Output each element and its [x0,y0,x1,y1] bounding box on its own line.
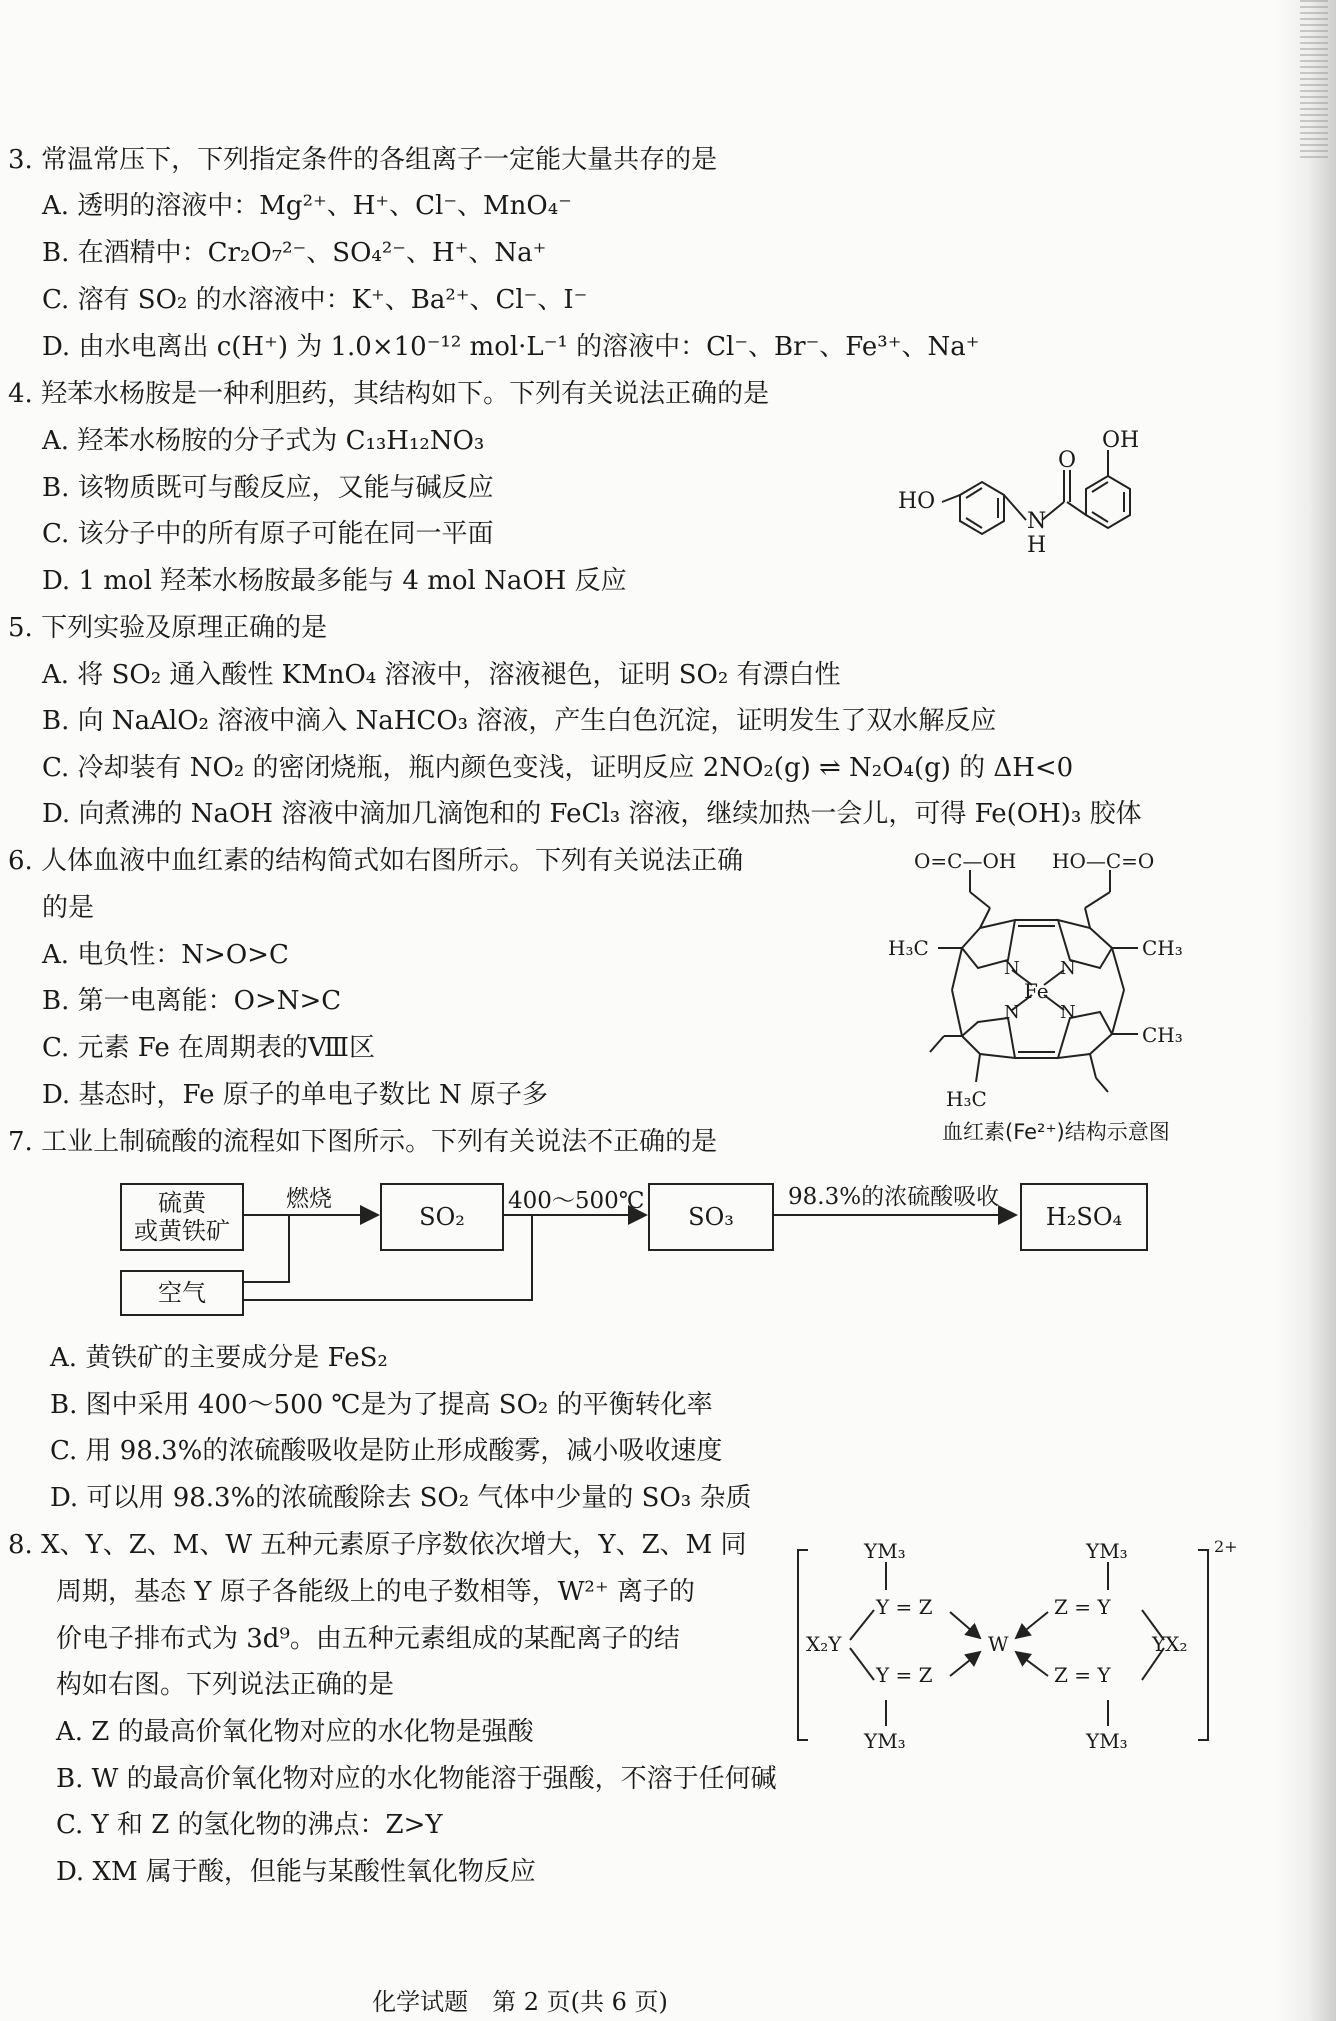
q6-option-b: B. 第一电离能：O>N>C [42,986,342,1016]
q7-stem: 7. 工业上制硫酸的流程如下图所示。下列有关说法不正确的是 [8,1127,718,1157]
q8-option-b: B. W 的最高价氧化物对应的水化物能溶于强酸，不溶于任何碱 [56,1764,777,1794]
q6-fe: Fe [1024,979,1049,1003]
page-footer: 化学试题 第 2 页(共 6 页) [372,1988,668,2016]
q8-ym3-top-left: YM₃ [864,1539,906,1563]
q4-option-d: D. 1 mol 羟苯水杨胺最多能与 4 mol NaOH 反应 [42,566,627,596]
q8-stem-line1: 8. X、Y、Z、M、W 五种元素原子序数依次增大，Y、Z、M 同 [8,1530,747,1560]
q8-charge: 2+ [1214,1537,1238,1556]
q6-cooh-right: HO—C=O [1052,849,1155,873]
q8-stem-line3: 价电子排布式为 3d⁹。由五种元素组成的某配离子的结 [56,1624,680,1654]
q3-option-c: C. 溶有 SO₂ 的水溶液中：K⁺、Ba²⁺、Cl⁻、I⁻ [42,285,588,315]
q8-option-a: A. Z 的最高价氧化物对应的水化物是强酸 [56,1717,534,1747]
flow-box-ore: 硫黄 或黄铁矿 [120,1183,244,1251]
q4-stem: 4. 羟苯水杨胺是一种利胆药，其结构如下。下列有关说法正确的是 [8,379,770,409]
flow-box-so2: SO₂ [380,1183,504,1251]
q7-option-d: D. 可以用 98.3%的浓硫酸除去 SO₂ 气体中少量的 SO₃ 杂质 [50,1483,752,1513]
q8-ym3-bottom-right: YM₃ [1086,1729,1128,1753]
q6-h3c-left: H₃C [888,936,929,960]
q5-option-c: C. 冷却装有 NO₂ 的密闭烧瓶，瓶内颜色变浅，证明反应 2NO₂(g) ⇌ N₂O₄(g) 的 ΔH<0 [42,753,1074,783]
q6-h3c-bottom: H₃C [946,1087,987,1111]
scan-edge-shadow [1276,0,1336,2021]
q4-option-c: C. 该分子中的所有原子可能在同一平面 [42,519,494,549]
q8-yz-upper-left: Y = Z [876,1595,933,1619]
q8-option-d: D. XM 属于酸，但能与某酸性氧化物反应 [56,1857,536,1887]
q4-structure-o: O [1058,448,1077,473]
q6-option-a: A. 电负性：N>O>C [42,940,289,970]
q4-option-b: B. 该物质既可与酸反应，又能与碱反应 [42,473,494,503]
q6-stem-line1: 6. 人体血液中血红素的结构简式如右图所示。下列有关说法正确 [8,846,744,876]
q7-option-b: B. 图中采用 400～500 ℃是为了提高 SO₂ 的平衡转化率 [50,1390,713,1420]
flow-box-h2so4: H₂SO₄ [1020,1183,1148,1251]
q8-x2y: X₂Y [806,1632,842,1656]
q6-option-d: D. 基态时，Fe 原子的单电子数比 N 原子多 [42,1080,548,1110]
q6-n3: N [1004,1002,1020,1023]
flow-box-so3: SO₃ [648,1183,774,1251]
q8-ym3-top-right: YM₃ [1086,1539,1128,1563]
q6-structure-caption: 血红素(Fe²⁺)结构示意图 [942,1120,1170,1144]
q6-stem-line2: 的是 [42,893,95,923]
q4-structure-h: H [1027,533,1047,558]
flow-box-air: 空气 [120,1270,244,1316]
q6-n2: N [1060,958,1076,979]
q4-structure-ho: HO [898,489,936,514]
q6-cooh-left: O=C—OH [914,849,1017,873]
q3-option-d: D. 由水电离出 c(H⁺) 为 1.0×10⁻¹² mol·L⁻¹ 的溶液中：Cl⁻、Br⁻、Fe³⁺、Na⁺ [42,332,980,362]
q6-ch3-right-top: CH₃ [1142,936,1183,960]
q3-option-b: B. 在酒精中：Cr₂O₇²⁻、SO₄²⁻、H⁺、Na⁺ [42,238,547,268]
q7-option-c: C. 用 98.3%的浓硫酸吸收是防止形成酸雾，减小吸收速度 [50,1436,723,1466]
q4-option-a: A. 羟苯水杨胺的分子式为 C₁₃H₁₂NO₃ [42,426,485,456]
q8-yx2: YX₂ [1152,1632,1188,1656]
q4-structure-oh: OH [1102,428,1140,453]
q5-option-b: B. 向 NaAlO₂ 溶液中滴入 NaHCO₃ 溶液，产生白色沉淀，证明发生了双水解反应 [42,706,997,736]
q4-structure-n: N [1027,509,1047,534]
q8-option-c: C. Y 和 Z 的氢化物的沸点：Z>Y [56,1810,443,1840]
q6-n1: N [1004,958,1020,979]
flow-label-temp: 400～500℃ [508,1188,645,1214]
flow-label-absorb: 98.3%的浓硫酸吸收 [788,1184,1000,1210]
q6-ch3-right-bottom: CH₃ [1142,1023,1183,1047]
q8-w: W [988,1632,1009,1656]
flow-label-burn: 燃烧 [286,1186,332,1212]
q8-stem-line2: 周期，基态 Y 原子各能级上的电子数相等，W²⁺ 离子的 [56,1577,695,1607]
q5-option-a: A. 将 SO₂ 通入酸性 KMnO₄ 溶液中，溶液褪色，证明 SO₂ 有漂白性 [42,660,841,690]
q8-yz-lower-left: Y = Z [876,1663,933,1687]
q8-zy-upper-right: Z = Y [1054,1595,1111,1619]
q7-option-a: A. 黄铁矿的主要成分是 FeS₂ [50,1343,388,1373]
scan-edge-noise [1300,0,1328,160]
q4-hydroxybenzamide-structure [880,420,1220,580]
q8-zy-lower-right: Z = Y [1054,1663,1111,1687]
q8-stem-line4: 构如右图。下列说法正确的是 [56,1670,395,1700]
q5-stem: 5. 下列实验及原理正确的是 [8,613,328,643]
q6-n4: N [1060,1002,1076,1023]
q8-ym3-bottom-left: YM₃ [864,1729,906,1753]
q6-heme-structure [880,840,1210,1130]
q8-complex-ion-structure [790,1530,1238,1753]
q5-option-d: D. 向煮沸的 NaOH 溶液中滴加几滴饱和的 FeCl₃ 溶液，继续加热一会儿，可得 Fe(OH)₃ 胶体 [42,799,1142,829]
q6-option-c: C. 元素 Fe 在周期表的Ⅷ区 [42,1033,375,1063]
q3-stem: 3. 常温常压下，下列指定条件的各组离子一定能大量共存的是 [8,145,718,175]
q3-option-a: A. 透明的溶液中：Mg²⁺、H⁺、Cl⁻、MnO₄⁻ [42,191,572,221]
